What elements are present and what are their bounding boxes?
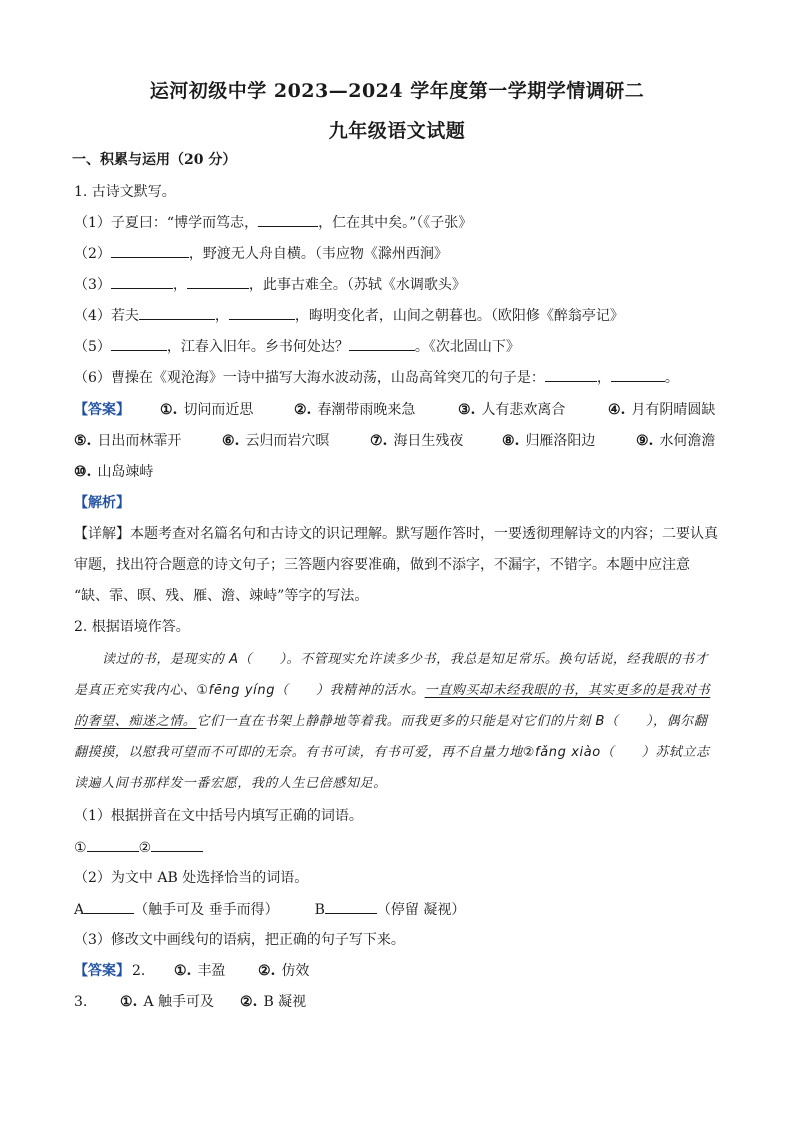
q1-item-5: [74, 336, 520, 357]
answer-item: ②. 春潮带雨晚来急: [294, 402, 416, 418]
answer-blank[interactable]: [187, 274, 249, 289]
item-text-mid: ，: [596, 370, 611, 386]
answer-label: 【答案】: [74, 402, 130, 418]
q2-sub2: （2）为文中 AB 处选择恰当的词语。: [74, 870, 309, 886]
item-text-mid: ，江春入旧年。乡书何处达？: [166, 339, 349, 355]
q1-item-6: [74, 367, 679, 388]
item-label: （6）: [74, 370, 111, 386]
q1-item-4: [74, 305, 624, 326]
q1-item-2: [74, 243, 448, 264]
q2-stem: 2. 根据语境作答。: [74, 619, 190, 635]
q2-sub1: （1）根据拼音在文中括号内填写正确的词语。: [74, 808, 363, 824]
underlined-sentence: 的奢望、痴迷之情。: [74, 714, 197, 729]
answer-item: ⑥. 云归而岩穴暝: [222, 433, 330, 449]
answer-item: ①. A 触手可及: [120, 994, 214, 1010]
detail-line: 审题，找出符合题意的诗文句子；三答题内容要准确，做到不添字，不漏字，不错字。本题中应注意: [74, 557, 690, 573]
answer-item: ①. 切问而近思: [160, 402, 254, 418]
answer-blank[interactable]: [258, 212, 318, 227]
answer-item: ⑦. 海日生残夜: [370, 433, 464, 449]
q1-item-1: [74, 212, 472, 233]
item-text-pre: 子夏曰：“博学而笃志，: [110, 215, 259, 231]
answer-blank[interactable]: [325, 899, 377, 914]
answer-item: ⑤. 日出而林霏开: [74, 433, 182, 449]
answer-label: 【答案】: [74, 963, 130, 979]
item-text-mid: ，: [214, 308, 229, 324]
section-heading: 一、积累与运用（20 分）: [72, 152, 237, 168]
q1-stem: 1. 古诗文默写。: [74, 184, 176, 200]
answer-item: ①. 丰盈: [174, 963, 226, 979]
q1-item-3: [74, 274, 466, 295]
detail-line: 【详解】本题考查对名篇名句和古诗文的识记理解。默写题作答时，一要透彻理解诗文的内容；二要认真: [74, 526, 718, 542]
passage-line: 读过的书，是现实的 A（ ）。不管现实允许读多少书，我总是知足常乐。换句话说，经我眼的书才: [102, 652, 709, 667]
answer-blank[interactable]: [151, 837, 203, 852]
answer-item: ②. 仿效: [258, 963, 310, 979]
answer-blank[interactable]: [84, 899, 134, 914]
passage-line: 是真正充实我内心、①fēng yíng（ ）我精神的活水。一直购买却未经我眼的书，其实更多的是我对书: [74, 683, 711, 698]
answer-item: ⑧. 归雁洛阳边: [502, 433, 596, 449]
answer-item: ③. 人有悲欢离合: [458, 402, 566, 418]
item-text-post: ，野渡无人舟自横。（韦应物《滁州西涧》: [188, 246, 448, 262]
answer-item: ⑨. 水何澹澹: [636, 433, 716, 449]
item-text-post: ，仁在其中矣。”（《子张》: [318, 215, 473, 231]
item-text-pre: 若夫: [110, 308, 139, 324]
answer-item: ②. B 凝视: [240, 994, 307, 1010]
answer-blank[interactable]: [111, 336, 167, 351]
passage-line: 的奢望、痴迷之情。它们一直在书架上静静地等着我。而我更多的只能是对它们的片刻 B（ ），偶尔翻: [74, 714, 708, 729]
answer-number: 3.: [74, 994, 88, 1010]
exam-title: 运河初级中学 2023—2024 学年度第一学期学情调研二: [149, 80, 645, 102]
answer-item: ④. 月有阴晴圆缺: [608, 402, 716, 418]
answer-blank[interactable]: [87, 837, 139, 852]
item-label: （2）: [74, 246, 111, 262]
item-label: （1）: [74, 215, 111, 231]
item-text-post: ，此事古难全。（苏轼《水调歌头》: [248, 277, 466, 293]
q2-sub1-blanks: ① ②: [74, 837, 203, 858]
answer-item: ⑩. 山岛竦峙: [74, 464, 154, 480]
underlined-sentence: 一直购买却未经我眼的书，其实更多的是我对书: [424, 683, 711, 698]
passage-line: 读遍人间书那样发一番宏愿，我的人生已倍感知足。: [74, 776, 387, 791]
item-label: （4）: [74, 308, 111, 324]
item-text-pre: 曹操在《观沧海》一诗中描写大海水波动荡，山岛高耸突兀的句子是：: [110, 370, 545, 386]
answer-number: 2.: [132, 963, 146, 979]
item-text-post: 。《次北固山下》: [414, 339, 520, 355]
item-text-post: ，晦明变化者，山间之朝暮也。（欧阳修《醉翁亭记》: [294, 308, 624, 324]
exam-subtitle: 九年级语文试题: [328, 120, 466, 142]
item-text-mid: ，: [172, 277, 187, 293]
answer-blank[interactable]: [111, 243, 189, 258]
answer-blank[interactable]: [611, 367, 665, 382]
detail-line: “缺、霏、暝、残、雁、澹、竦峙”等字的写法。: [74, 588, 369, 604]
analysis-label: 【解析】: [74, 495, 130, 511]
item-label: （3）: [74, 277, 111, 293]
answer-blank[interactable]: [349, 336, 415, 351]
q2-sub3: （3）修改文中画线句的语病，把正确的句子写下来。: [74, 932, 405, 948]
item-label: （5）: [74, 339, 111, 355]
answer-blank[interactable]: [229, 305, 295, 320]
answer-blank[interactable]: [139, 305, 215, 320]
answer-blank[interactable]: [111, 274, 173, 289]
item-text-post: 。: [664, 370, 679, 386]
q2-sub2-options: A （触手可及 垂手而得） B （停留 凝视）: [74, 899, 465, 920]
answer-blank[interactable]: [545, 367, 597, 382]
passage-line: 翻摸摸，以慰我可望而不可即的无奈。有书可读，有书可爱，再不自量力地②fǎng xiào（ ）苏轼立志: [74, 745, 710, 760]
